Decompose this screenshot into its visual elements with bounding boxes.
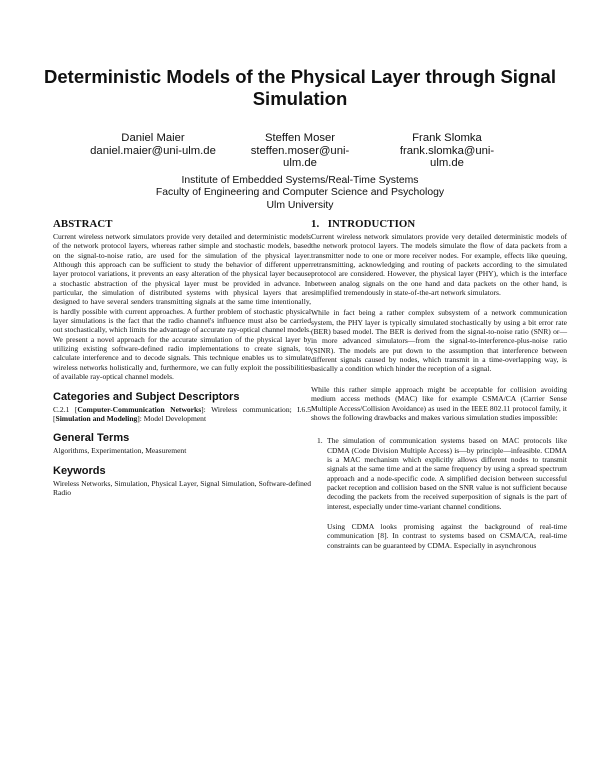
left-column xyxy=(53,218,311,497)
author-block xyxy=(362,132,532,170)
paper-title: Deterministic Models of the Physical Layer through Signal Simulation xyxy=(44,66,556,109)
list-item xyxy=(317,436,567,550)
list-number: 1. xyxy=(317,436,323,446)
author-name: Steffen Moser xyxy=(264,132,336,144)
categories-text: C.2.1 [Computer-Communication Networks]: Wireless communication; I.6.5 [Simulation and Modeling]: Model Development xyxy=(53,404,311,423)
category-term: Computer-Communication Networks xyxy=(77,404,202,414)
category-term: Simulation and Modeling xyxy=(55,413,138,423)
author-name: Daniel Maier xyxy=(121,132,185,144)
keywords-heading: Keywords xyxy=(53,464,106,477)
author-name: Frank Slomka xyxy=(412,132,482,144)
general-terms-text: Algorithms, Experimentation, Measurement xyxy=(53,446,187,456)
author-email[interactable]: frank.slomka@uni- xyxy=(399,144,495,157)
affiliation-line: Faculty of Engineering and Computer Science and Psychology xyxy=(155,187,445,199)
categories-heading: Categories and Subject Descriptors xyxy=(53,390,240,403)
author-email-continued[interactable]: ulm.de xyxy=(283,157,317,170)
abstract-text: Current wireless network simulators provide very detailed and deterministic models of the network protocol layers, whereas rather simple and stochastic models, based on the signal-to-noise ratio, are used for the simulation of the physical layer. Although this approach can be sufficient to study the behavior of different upper layer protocol variations, it prevents an easy alteration of the physical layer because a stochastic abstraction of the physical layer must be provided in advance. In particular, the simulation of distributed systems with physical layers that are designed to have several senders transmitting signals at the same time intentionally, is hardly possible with current approaches. A further problem of stochastic physical layer simulations is the fact that the radio channel's influence must also be carried out stochastically, which limits the advantage of accurate ray-optical channel models. We present a novel approach for the accurate simulation of the physical layer by utilizing existing software-defined radio implementations to create signals, to calculate interference and to decode signals. This technique enables us to simulate wireless networks holistically and, furthermore, we can fully exploit the possibilities of available ray-optical channel models. xyxy=(53,232,311,382)
affiliation-line: Institute of Embedded Systems/Real-Time Systems xyxy=(181,175,419,186)
right-column xyxy=(311,218,567,550)
intro-paragraph: Current wireless network simulators provide very detailed deterministic models of the network protocol layers. The models simulate the flow of data packets from a transmitter node to one or more receiver nodes. For example, effects like queuing, retransmitting, acknowledging and routing of packets according to the simulated protocol are considered. However, the physical layer (PHY), which is the interface between analog signals on the one hand and data packets on the other hand, is simplified tremendously in state-of-the-art network simulators. xyxy=(311,232,567,298)
intro-paragraph: While this rather simple approach might be acceptable for collision avoiding medium access methods (MAC) like for example CSMA/CA (Carrier Sense Multiple Access/Collision Avoidance) as used in the IEEE 802.11 protocol family, it shows the following drawbacks and makes various simulation studies impossible: xyxy=(311,384,567,422)
keywords-text: Wireless Networks, Simulation, Physical Layer, Signal Simulation, Software-defined Radio xyxy=(53,478,311,497)
list-item-paragraph: Using CDMA looks promising against the background of real-time communication [8]. In contrast to systems based on CSMA/CA, real-time constraints can be guaranteed by CDMA. Especially in asynchronous xyxy=(327,521,567,550)
general-terms-heading: General Terms xyxy=(53,432,130,445)
affiliation xyxy=(100,175,500,212)
author-block xyxy=(215,132,385,170)
author-block xyxy=(68,132,238,157)
abstract-heading: ABSTRACT xyxy=(53,218,113,230)
introduction-heading: 1. INTRODUCTION xyxy=(311,218,416,230)
author-email-continued[interactable]: ulm.de xyxy=(430,157,464,170)
list-item-paragraph: The simulation of communication systems based on MAC protocols like CDMA (Code Division Multiple Access) is—by principle—infeasible. CDMA is a MAC mechanism which explicitly allows different nodes to transmit signals at the same time and at the same frequency by using a spread spectrum approach and a node-specific code. A simplified decision between successful packet reception and collision based on the SNR value is not sufficient because decoding the packets from the received superposition of signals is the part of interest, especially under time-variant channel conditions. xyxy=(327,436,567,511)
intro-paragraph: While in fact being a rather complex subsystem of a network communication system, the PHY layer is typically simulated stochastically by using a bit error rate (BER) based model. The BER is derived from the signal-to-noise ratio (SNR) or—in more advanced simulators—from the signal-to-interference-plus-noise ratio (SINR). The models are put down to the assumption that interference between different signals caused by nodes, which transmit in a time-overlapping way, is basically a condition which hinder the reception of a signal. xyxy=(311,308,567,374)
affiliation-line: Ulm University xyxy=(266,199,334,211)
author-email[interactable]: daniel.maier@uni-ulm.de xyxy=(90,144,216,157)
author-email[interactable]: steffen.moser@uni- xyxy=(250,144,350,157)
